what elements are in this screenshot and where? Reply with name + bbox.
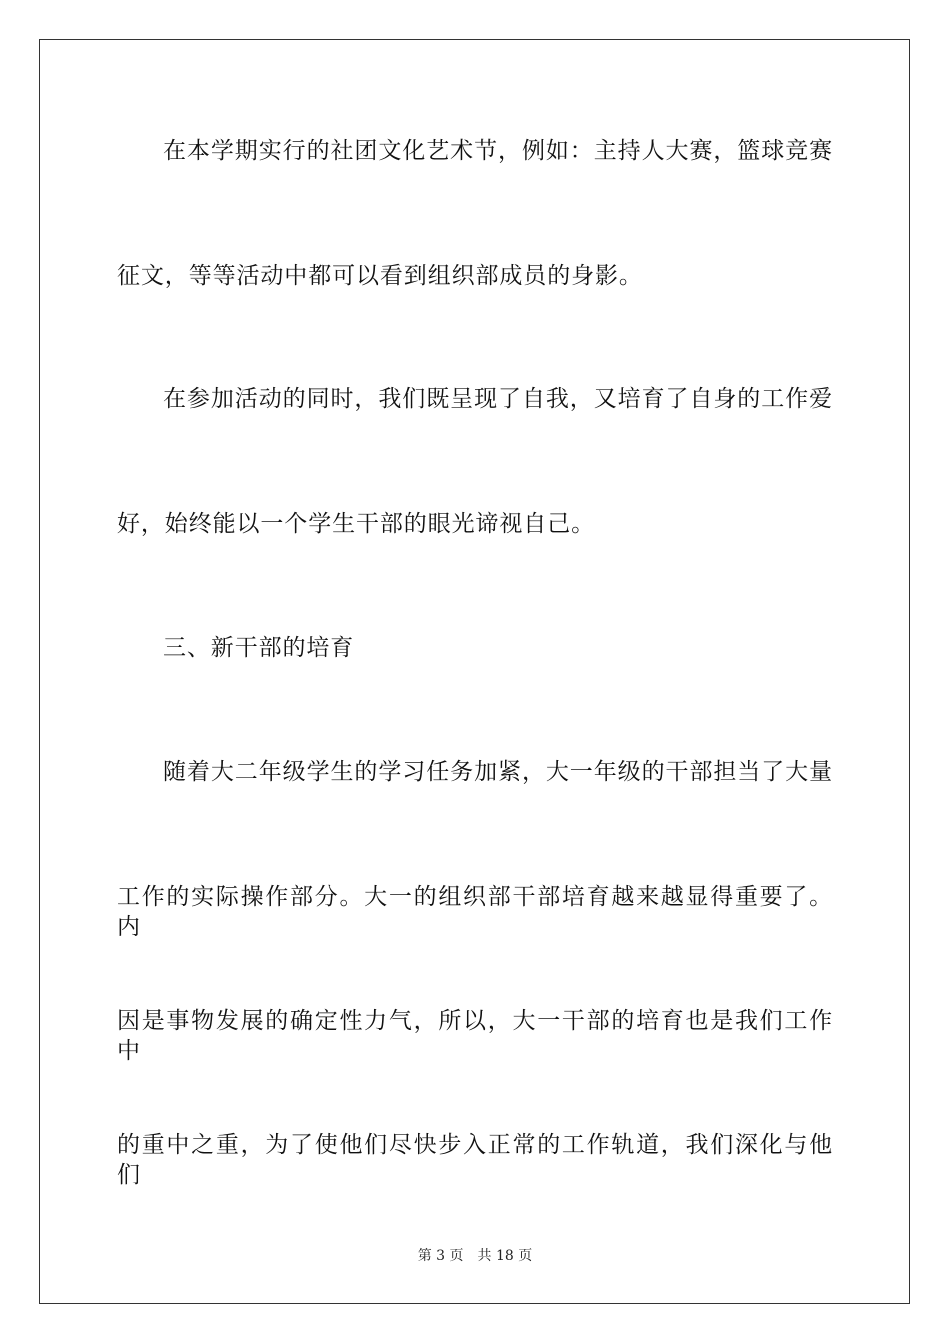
page-total: 共 18 页 xyxy=(477,1248,533,1264)
section-heading: 三、新干部的培育 xyxy=(163,635,355,661)
paragraph-line-6: 随着大二年级学生的学习任务加紧，大一年级的干部担当了大量 xyxy=(163,759,833,785)
paragraph-line-8: 因是事物发展的确定性力气，所以，大一干部的培育也是我们工作中 xyxy=(117,1008,833,1064)
paragraph-line-1: 在本学期实行的社团文化艺术节，例如：主持人大赛，篮球竞赛 xyxy=(163,138,833,164)
paragraph-line-2: 征文，等等活动中都可以看到组织部成员的身影。 xyxy=(117,263,643,289)
paragraph-line-9: 的重中之重，为了使他们尽快步入正常的工作轨道，我们深化与他们 xyxy=(117,1132,833,1188)
page-footer xyxy=(0,1247,950,1265)
page-border xyxy=(39,39,910,1304)
paragraph-line-7: 工作的实际操作部分。大一的组织部干部培育越来越显得重要了。内 xyxy=(117,884,833,940)
paragraph-line-4: 好，始终能以一个学生干部的眼光谛视自己。 xyxy=(117,511,595,537)
page-number: 第 3 页 xyxy=(417,1248,464,1264)
paragraph-line-3: 在参加活动的同时，我们既呈现了自我，又培育了自身的工作爱 xyxy=(163,386,833,412)
